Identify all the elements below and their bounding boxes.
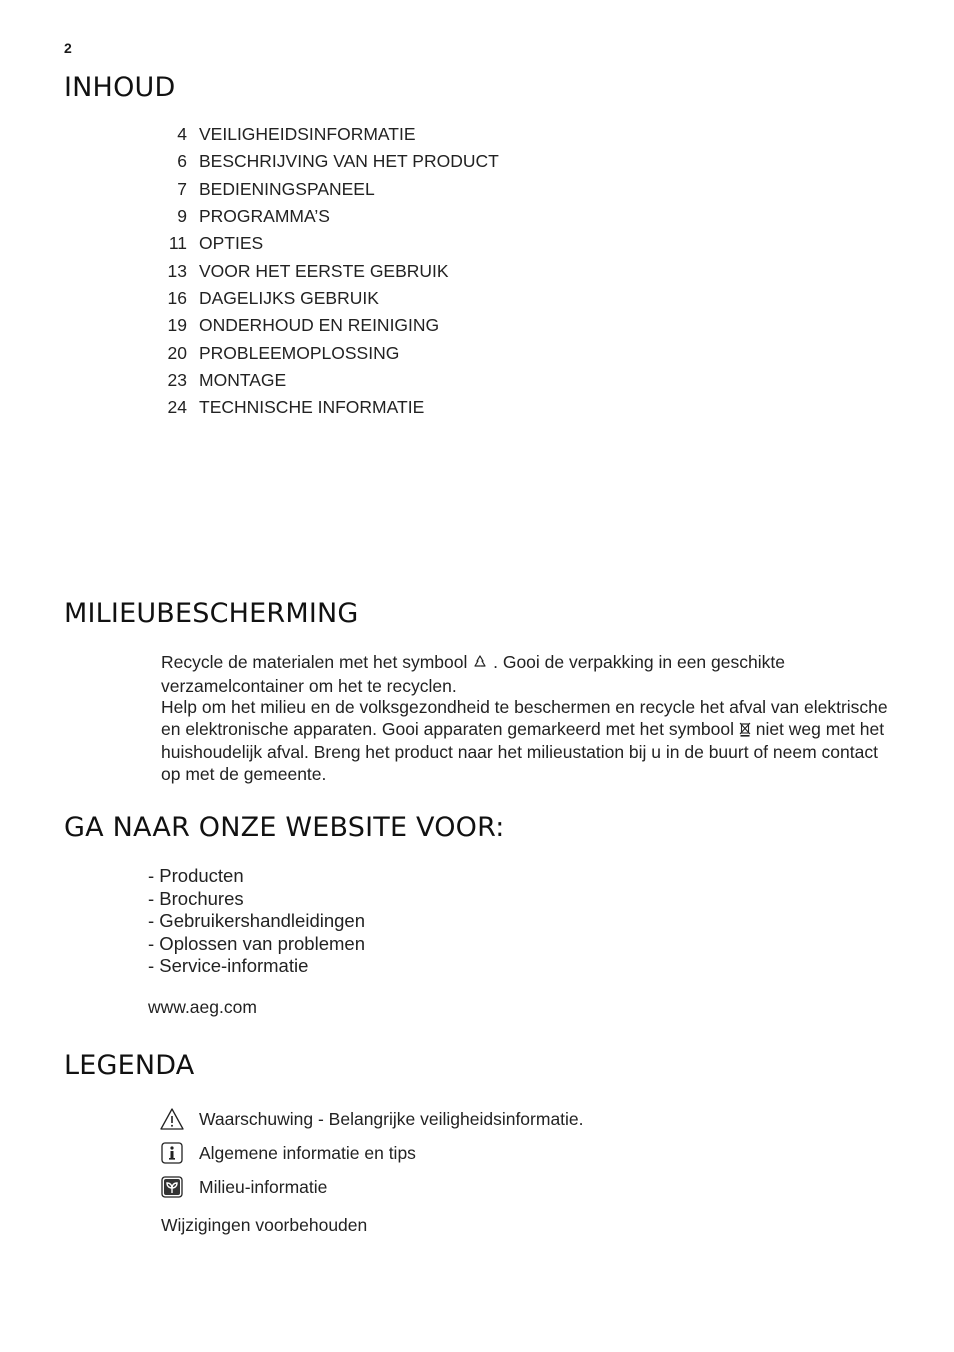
toc-entry[interactable] [150, 176, 650, 203]
legend-item-info [159, 1136, 584, 1170]
toc-page-number: 24 [167, 397, 187, 418]
toc-entry[interactable] [150, 285, 650, 312]
toc-entry[interactable] [150, 121, 650, 148]
table-of-contents [150, 121, 650, 421]
legend-item-environment [159, 1170, 584, 1204]
toc-page-number: 13 [167, 260, 187, 281]
environment-icon [159, 1174, 185, 1200]
warning-icon [159, 1106, 185, 1132]
website-topic-list [148, 865, 365, 978]
environment-paragraph [161, 652, 901, 785]
legend-label: Waarschuwing - Belangrijke veiligheidsinformatie. [199, 1108, 584, 1129]
weee-text-end: niet weg met het huishoudelijk afval. Breng het product naar het milieustation bij u in de buurt of neem contact op met de gemeente. [161, 718, 885, 784]
toc-entry[interactable] [150, 312, 650, 339]
toc-page-number: 6 [177, 151, 187, 172]
toc-page-number: 20 [167, 342, 187, 363]
website-heading: GA NAAR ONZE WEBSITE VOOR: [64, 812, 505, 843]
toc-entry[interactable] [150, 394, 650, 421]
toc-title: BEDIENINGSPANEEL [199, 178, 375, 199]
weee-text-start: Help om het milieu en de volksgezondheid te beschermen en recycle het afval van elektrische en elektronische apparaten. Gooi apparaten gemarkeerd met het symbool [161, 697, 888, 739]
toc-entry[interactable] [150, 339, 650, 366]
legenda-heading: LEGENDA [64, 1050, 195, 1081]
toc-title: PROGRAMMA’S [199, 206, 330, 227]
toc-entry[interactable] [150, 203, 650, 230]
weee-paragraph [161, 697, 901, 785]
toc-title: BESCHRIJVING VAN HET PRODUCT [199, 151, 499, 172]
toc-page-number: 7 [177, 178, 187, 199]
toc-title: MONTAGE [199, 369, 287, 390]
toc-entry[interactable] [150, 257, 650, 284]
toc-title: OPTIES [199, 233, 264, 254]
toc-page-number: 4 [177, 124, 187, 145]
legend-list [159, 1102, 584, 1204]
legend-label: Milieu-informatie [199, 1176, 328, 1197]
footer-note: Wijzigingen voorbehouden [161, 1215, 368, 1235]
toc-title: VOOR HET EERSTE GEBRUIK [199, 260, 449, 281]
toc-entry[interactable] [150, 367, 650, 394]
info-icon [159, 1140, 185, 1166]
list-item: - Producten [148, 865, 244, 886]
recycle-text-end: . Gooi de verpakking in een geschikte verzamelcontainer om het te recyclen. [161, 652, 785, 696]
toc-entry[interactable] [150, 148, 650, 175]
toc-title: TECHNISCHE INFORMATIE [199, 397, 425, 418]
recycle-icon [472, 654, 488, 676]
toc-page-number: 16 [167, 287, 187, 308]
toc-entry[interactable] [150, 230, 650, 257]
list-item: - Service-informatie [148, 955, 309, 977]
milieubescherming-heading: MILIEUBESCHERMING [64, 598, 359, 629]
toc-page-number: 19 [167, 315, 187, 336]
list-item: - Gebruikershandleidingen [148, 910, 365, 932]
toc-title: DAGELIJKS GEBRUIK [199, 287, 379, 308]
crossed-bin-icon [739, 721, 751, 743]
website-url-link[interactable]: www.aeg.com [148, 997, 257, 1017]
toc-title: PROBLEEMOPLOSSING [199, 342, 400, 363]
inhoud-heading: INHOUD [64, 72, 176, 103]
list-item: - Brochures [148, 887, 244, 909]
toc-title: ONDERHOUD EN REINIGING [199, 315, 440, 336]
list-item: - Oplossen van problemen [148, 932, 365, 954]
legend-label: Algemene informatie en tips [199, 1142, 416, 1163]
toc-page-number: 23 [167, 369, 187, 390]
toc-page-number: 9 [177, 206, 187, 227]
toc-title: VEILIGHEIDSINFORMATIE [199, 124, 416, 145]
recycle-text-start: Recycle de materialen met het symbool [161, 652, 473, 672]
legend-item-warning [159, 1102, 584, 1136]
page-number: 2 [64, 40, 72, 56]
toc-page-number: 11 [168, 233, 187, 254]
recycle-paragraph [161, 652, 901, 697]
